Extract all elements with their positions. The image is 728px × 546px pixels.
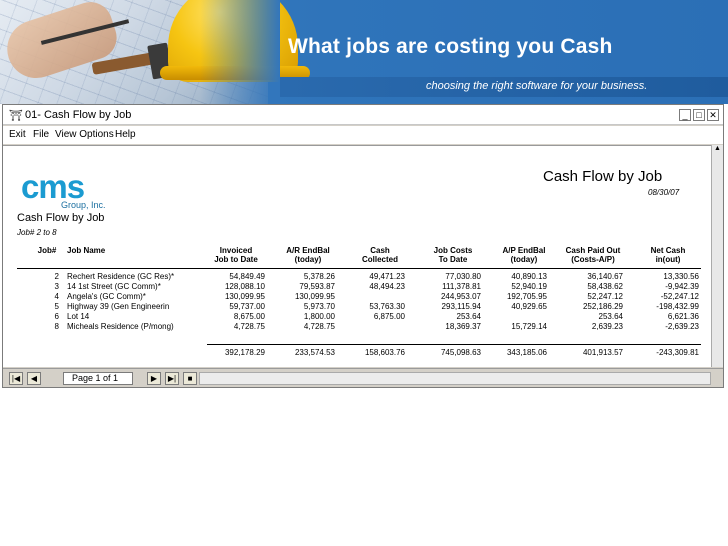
status-bar — [3, 368, 723, 387]
report-canvas — [3, 145, 711, 367]
maximize-button[interactable]: □ — [693, 109, 705, 121]
window-titlebar[interactable] — [3, 105, 723, 125]
menu-view-options[interactable]: View Options — [55, 129, 114, 140]
prev-page-button[interactable]: ◀ — [27, 372, 41, 385]
col-header-job-num: Job# — [37, 246, 57, 255]
menu-exit[interactable]: Exit — [9, 129, 26, 140]
menu-file[interactable]: File — [33, 129, 50, 140]
menu-bar — [3, 126, 723, 144]
logo-subtitle: Group, Inc. — [61, 200, 106, 210]
table-row: 8 Micheals Residence (P/mong) 4,728.75 4,728.75 18,369.37 15,729.14 2,639.23 -2,639.23 — [54, 322, 699, 331]
menu-help[interactable]: Help — [115, 129, 136, 140]
cms-logo: cms — [21, 168, 85, 205]
stop-button[interactable]: ■ — [183, 372, 197, 385]
table-row: 4 Angela's (GC Comm)* 130,099.95 130,099.95 244,953.07 192,705.95 52,247.12 -52,247.12 — [54, 292, 699, 301]
report-title: Cash Flow by Job — [543, 168, 663, 185]
col-header-ar-endbal: A/R EndBal (today) — [286, 246, 330, 264]
col-header-net-cash: Net Cash in(out) — [650, 246, 686, 264]
banner-photo — [0, 0, 268, 104]
minimize-button[interactable]: _ — [679, 109, 691, 121]
banner-tagline: choosing the right software for your business. — [426, 80, 648, 92]
report-window — [2, 104, 724, 388]
app-icon: ⛩ — [9, 110, 23, 122]
col-header-job-name: Job Name — [67, 246, 106, 255]
last-page-button[interactable]: ▶| — [165, 372, 179, 385]
col-header-cash-paid-out: Cash Paid Out (Costs-A/P) — [565, 246, 621, 264]
report-subtitle: Cash Flow by Job — [17, 212, 105, 224]
banner-title: What jobs are costing you Cash — [288, 35, 613, 58]
scroll-up-icon[interactable]: ▲ — [714, 145, 721, 152]
col-header-ap-endbal: A/P EndBal (today) — [502, 246, 546, 264]
table-row: 6 Lot 14 8,675.00 1,800.00 6,875.00 253.64 253.64 6,621.36 — [54, 312, 699, 321]
col-header-cash-collected: Cash Collected — [361, 246, 398, 264]
table-row: 3 14 1st Street (GC Comm)* 128,088.10 79,593.87 48,494.23 111,378.81 52,940.19 58,438.62 -9,942.39 — [54, 282, 699, 291]
window-title: 01- Cash Flow by Job — [25, 109, 132, 121]
first-page-button[interactable]: |◀ — [9, 372, 23, 385]
col-header-job-costs: Job Costs To Date — [433, 246, 473, 264]
table-row: 2 Rechert Residence (GC Res)* 54,849.49 5,378.26 49,471.23 77,030.80 40,890.13 36,140.67 13,330.56 — [54, 272, 699, 281]
report-filter: Job# 2 to 8 — [17, 228, 57, 237]
totals-row: 392,178.29 233,574.53 158,603.76 745,098.63 343,185.06 401,913.57 -243,309.81 — [224, 348, 699, 357]
header-banner — [0, 0, 728, 104]
report-date: 08/30/07 — [648, 188, 680, 197]
table-row: 5 Highway 39 (Gen Engineerin 59,737.00 5,973.70 53,763.30 293,115.94 40,929.65 252,186.29 -198,432.99 — [54, 302, 699, 311]
horizontal-scrollbar[interactable] — [199, 372, 711, 385]
page-indicator: Page 1 of 1 — [63, 372, 133, 385]
col-header-invoiced: Invoiced Job to Date — [214, 246, 258, 264]
vertical-scrollbar[interactable] — [711, 145, 723, 367]
close-button[interactable]: ✕ — [707, 109, 719, 121]
next-page-button[interactable]: ▶ — [147, 372, 161, 385]
